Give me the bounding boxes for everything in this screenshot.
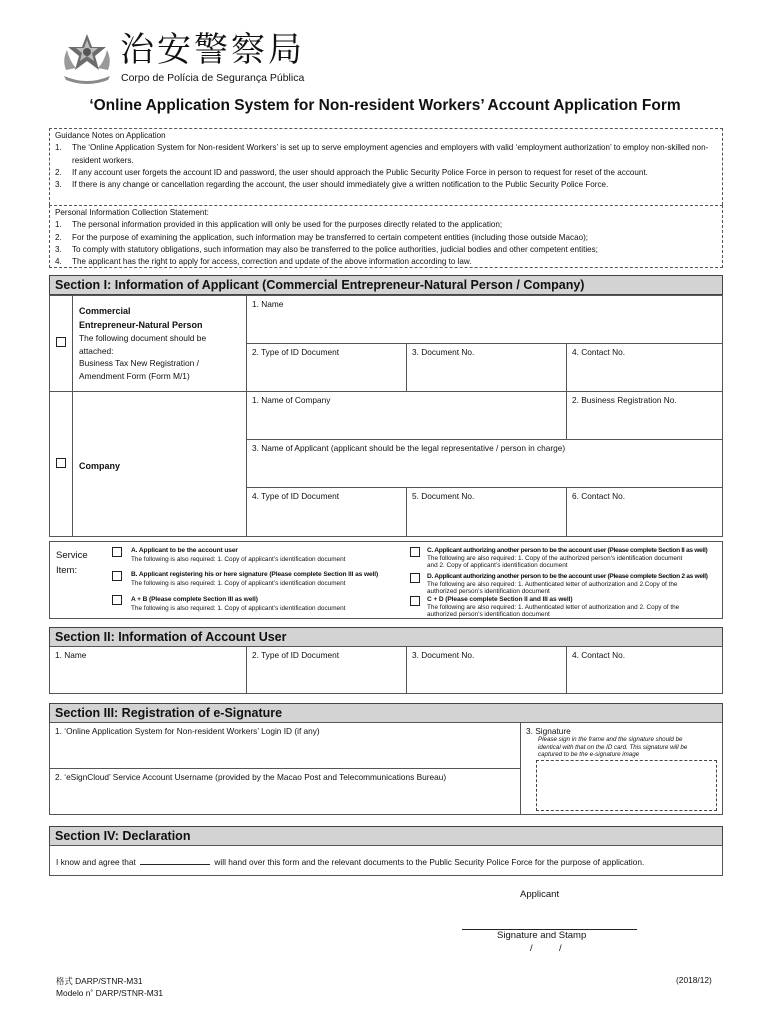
- signature-note: identical with that on the ID card. This signature will be: [538, 743, 688, 751]
- company-checkbox[interactable]: [56, 458, 66, 468]
- signature-stamp-label: Signature and Stamp: [497, 930, 587, 941]
- section1-header: Section I: Information of Applicant (Commercial Entrepreneur-Natural Person / Company): [49, 275, 723, 295]
- form-code-cn: 格式 DARP/STNR-M31: [56, 976, 143, 986]
- declaration-text: I know and agree that: [56, 857, 136, 867]
- service-d-note: authorized person’s identification document: [427, 588, 550, 595]
- guidance-item: 3. If there is any change or cancellation regarding the account, the user should immediately give a written notification to the Public Security Police Force.: [55, 180, 609, 190]
- service-cd-title: C + D (Please complete Section II and III as well): [427, 596, 573, 603]
- service-d-checkbox[interactable]: [410, 573, 420, 583]
- np-name-field[interactable]: 1. Name: [246, 295, 723, 344]
- privacy-statement: [49, 205, 723, 268]
- user-name-field[interactable]: 1. Name: [49, 646, 247, 694]
- natural-person-label-cell: Commercial Entrepreneur-Natural Person The following document should be attached: Business Tax New Registration / Amendment Form (Form M/1): [72, 295, 247, 392]
- signature-label: 3. Signature: [526, 726, 571, 736]
- applicant-name-field[interactable]: 3. Name of Applicant (applicant should be the legal representative / person in charge): [246, 439, 723, 488]
- business-reg-field[interactable]: 2. Business Registration No.: [566, 391, 723, 440]
- natural-person-checkbox[interactable]: [56, 337, 66, 347]
- company-doc-no-field[interactable]: 5. Document No.: [406, 487, 567, 537]
- company-id-type-field[interactable]: 4. Type of ID Document: [246, 487, 407, 537]
- declaration-blank[interactable]: [140, 856, 210, 865]
- company-label-cell: Company: [72, 391, 247, 537]
- service-a-checkbox[interactable]: [112, 547, 122, 557]
- np-doc-no-field[interactable]: 3. Document No.: [406, 343, 567, 392]
- section4-header: Section IV: Declaration: [49, 826, 723, 846]
- service-c-title: C. Applicant authorizing another person to be the account user (Please complete Section II as well): [427, 547, 708, 554]
- section3-header: Section III: Registration of e-Signature: [49, 703, 723, 723]
- service-a-note: The following is also required: 1. Copy of applicant’s identification document: [131, 556, 346, 563]
- guidance-heading: Guidance Notes on Application: [55, 131, 166, 140]
- date-field[interactable]: / /: [530, 943, 562, 954]
- guidance-item: 2. If any account user forgets the account ID and password, the user should approach the Public Security Police Force in person to request for reset of the account.: [55, 167, 648, 177]
- user-id-type-field[interactable]: 2. Type of ID Document: [246, 646, 407, 694]
- user-doc-no-field[interactable]: 3. Document No.: [406, 646, 567, 694]
- company-contact-field[interactable]: 6. Contact No.: [566, 487, 723, 537]
- signature-note: captured to be the e-signature image: [538, 751, 640, 758]
- service-a-title: A. Applicant to be the account user: [131, 547, 238, 554]
- service-c-note: and 2. Copy of applicant’s identification document: [427, 562, 568, 569]
- signature-note: Please sign in the frame and the signature should be: [538, 736, 683, 743]
- agency-chinese-name: 治安警察局: [120, 30, 305, 70]
- service-cd-checkbox[interactable]: [410, 596, 420, 606]
- user-contact-field[interactable]: 4. Contact No.: [566, 646, 723, 694]
- service-c-note: The following are also required: 1. Copy of the authorized person’s identification document: [427, 555, 683, 562]
- privacy-item: 3. To comply with statutory obligations, such information may also be transferred to the police authorities, judicial bodies and other competent entities;: [55, 244, 598, 254]
- section2-header: Section II: Information of Account User: [49, 627, 723, 647]
- service-d-note: The following are also required: 1. Authenticated letter of authorization and 2.Copy of the: [427, 581, 678, 588]
- declaration-row: [49, 845, 723, 876]
- privacy-heading: Personal Information Collection Statement:: [55, 208, 209, 217]
- declaration-text: will hand over this form and the relevant documents to the Public Security Police Force for the purpose of application.: [214, 857, 645, 867]
- service-ab-title: A + B (Please complete Section III as well): [131, 596, 258, 603]
- privacy-item: 4. The applicant has the right to apply for access, correction and update of the above information according to law.: [55, 257, 472, 267]
- service-cd-note: The following are also required: 1. Authenticated letter of authorization and 2. Copy of the: [427, 604, 680, 611]
- service-cd-note: authorized person’s identification document: [427, 611, 550, 618]
- psp-star-badge-icon: [58, 30, 116, 86]
- service-b-checkbox[interactable]: [112, 571, 122, 581]
- service-item-label: Item:: [56, 565, 78, 576]
- service-b-title: B. Applicant registering his or here signature (Please complete Section III as well): [131, 571, 379, 578]
- service-c-checkbox[interactable]: [410, 547, 420, 557]
- service-item-label: Service: [56, 550, 88, 561]
- service-b-note: The following is also required: 1. Copy of applicant’s identification document: [131, 580, 346, 587]
- service-d-title: D. Applicant authorizing another person to be the account user (Please complete Section 2 as well): [427, 573, 708, 580]
- form-version: (2018/12): [676, 975, 712, 985]
- np-contact-field[interactable]: 4. Contact No.: [566, 343, 723, 392]
- form-code: [56, 975, 163, 999]
- service-ab-checkbox[interactable]: [112, 595, 122, 605]
- guidance-notes: [49, 128, 723, 205]
- form-code-pt: Modelo n˚ DARP/STNR-M31: [56, 988, 164, 998]
- np-id-type-field[interactable]: 2. Type of ID Document: [246, 343, 407, 392]
- privacy-item: 2. For the purpose of examining the application, such information may be transferred to certain competent entities (including those outside Macao);: [55, 232, 589, 242]
- signature-frame[interactable]: [536, 760, 717, 811]
- guidance-item: 1. The ‘Online Application System for Non-resident Workers’ is set up to serve employment agencies and employers with valid ‘employment authorization’ to employ non-skilled non-resident workers.: [55, 143, 709, 165]
- service-ab-note: The following is also required: 1. Copy of applicant’s identification document: [131, 605, 346, 612]
- esigncloud-username-field[interactable]: 2. ‘eSignCloud’ Service Account Username (provided by the Macao Post and Telecommunications Bureau): [49, 768, 521, 815]
- company-name-field[interactable]: 1. Name of Company: [246, 391, 567, 440]
- agency-portuguese-name: Corpo de Polícia de Segurança Pública: [121, 72, 305, 84]
- applicant-label: Applicant: [520, 889, 560, 900]
- form-title: ‘Online Application System for Non-resident Workers’ Account Application Form: [89, 97, 681, 114]
- privacy-item: 1. The personal information provided in this application will only be used for the purposes directly related to the application;: [55, 220, 503, 230]
- login-id-field[interactable]: 1. ‘Online Application System for Non-resident Workers’ Login ID (if any): [49, 722, 521, 769]
